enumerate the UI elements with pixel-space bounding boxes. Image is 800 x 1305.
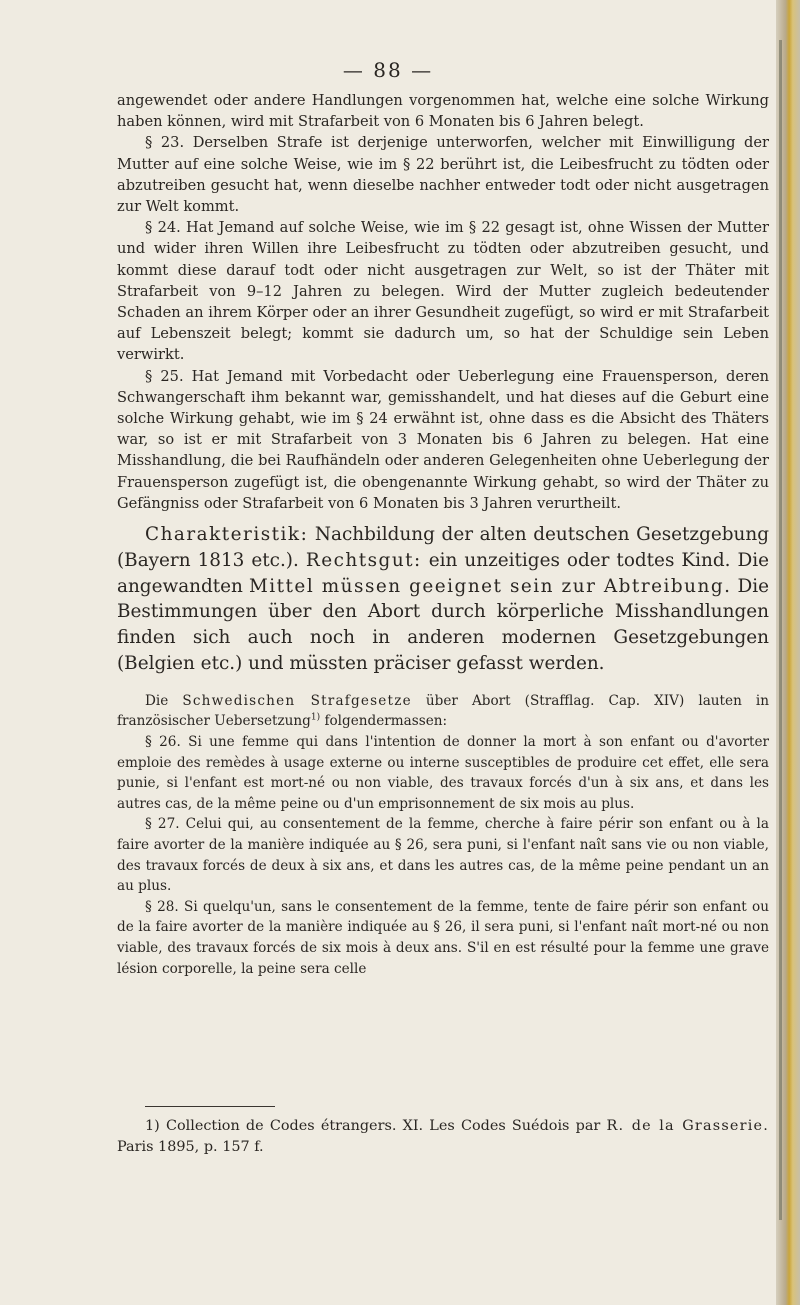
heading-label-rechtsgut: Rechtsgut: <box>305 549 422 571</box>
paragraph-section-23: § 23. Derselben Strafe ist derjenige unterworfen, welcher mit Einwilligung der Mutter auf eine solche Weise, wie im § 22 berührt ist, die Leibesfrucht zu tödten oder abzutreiben gesucht hat, wenn dieselbe nachher entweder todt oder nicht ausgetragen zur Welt kommt. <box>117 134 769 216</box>
heading-text-3: Die Bestimmungen über den Abort durch körperliche Misshandlungen finden sich auch noch in anderen modernen Gesetzgebungen (Belgien etc.) und müssten präciser gefasst werden. <box>117 575 770 675</box>
page-number: — 88 — <box>342 58 434 82</box>
heading-emphasis: Mittel müssen geeignet sein zur Abtreibung. <box>248 575 732 597</box>
paragraph-section-27: § 27. Celui qui, au consentement de la femme, cherche à faire périr son enfant ou à la faire avorter de la manière indiquée au § 26, sera puni, si l'enfant naît sans vie ou non viable, des travaux forcés de deux à six ans, et dans les autres cas, de la même peine pendant un an au plus. <box>117 816 769 895</box>
footnote-citation: 1) Collection de Codes étrangers. XI. Les Codes Suédois par <box>145 1118 607 1134</box>
page-edge-shadow <box>779 40 782 1220</box>
characteristic-heading <box>117 522 769 677</box>
swedish-intro-end: folgendermassen: <box>320 713 448 730</box>
paragraph-section-28: § 28. Si quelqu'un, sans le consentement de la femme, tente de faire périr son enfant ou de la faire avorter de la manière indiquée au § 26, il sera puni, si l'enfant naît mort-né ou non viable, des travaux forcés de six mois à deux ans. S'il en est résulté pour la femme une grave lésion corporelle, la peine sera celle <box>117 898 769 977</box>
swedish-intro-lead: Die <box>145 692 183 709</box>
paragraph-section-26: § 26. Si une femme qui dans l'intention de donner la mort à son enfant ou d'avorter emploie des remèdes à usage externe ou interne susceptibles de produire cet effet, elle sera punie, si l'enfant est mort-né ou non viable, des travaux forcés d'un à six ans, et dans les autres cas, de la même peine ou d'un emprisonnement de six mois au plus. <box>117 734 769 812</box>
paragraph-section-25: § 25. Hat Jemand mit Vorbedacht oder Ueberlegung eine Frauensperson, deren Schwangerschaft ihm bekannt war, gemisshandelt, und hat dieses auf die Geburt eine solche Wirkung gehabt, wie im § 24 erwähnt ist, ohne dass es die Absicht des Thäters war, so ist er mit Strafarbeit von 3 Monaten bis 6 Jahren zu belegen. Hat eine Misshandlung, die bei Raufhändeln oder anderen Gelegenheiten ohne Ueberlegung der Frauensperson zugefügt ist, die obengenannte Wirkung gehabt, so wird der Thäter zu Gefängniss oder Strafarbeit von 6 Monaten bis 3 Jahren verurtheilt. <box>117 367 769 512</box>
footnote-text <box>117 1116 769 1158</box>
heading-label-charakteristik: Charakteristik: <box>145 524 309 546</box>
swedish-intro-rest: über Abort (Strafflag. Cap. XIV) lauten in französischer Uebersetzung <box>117 692 769 730</box>
heading-text-2: ein unzeitiges oder todtes Kind. Die angewandten <box>117 549 769 597</box>
footnote-marker: 1) <box>310 712 321 723</box>
footnote-publication: Paris 1895, p. 157 f. <box>117 1139 264 1155</box>
footnote <box>117 1116 769 1158</box>
swedish-intro <box>117 691 769 732</box>
footnote-divider <box>145 1106 275 1107</box>
heading-text-1: Nachbildung der alten deutschen Gesetzgebung (Bayern 1813 etc.). <box>117 524 769 571</box>
main-text <box>117 90 769 979</box>
swedish-intro-spaced: Schwedischen Strafgesetze <box>182 692 412 709</box>
paragraph-section-24: § 24. Hat Jemand auf solche Weise, wie im § 22 gesagt ist, ohne Wissen der Mutter und wider ihren Willen ihre Leibesfrucht zu tödten oder abzutreiben gesucht, und kommt diese darauf todt oder nicht ausgetragen zur Welt, so ist der Thäter mit Strafarbeit von 9–12 Jahren zu belegen. Wird der Mutter zugleich bedeutender Schaden an ihrem Körper oder an ihrer Gesundheit zugefügt, so wird er mit Strafarbeit auf Lebenszeit belegt; kommt sie dadurch um, so hat der Schuldige sein Leben verwirkt. <box>117 219 769 364</box>
paragraph-continued: angewendet oder andere Handlungen vorgenommen hat, welche eine solche Wirkung haben können, wird mit Strafarbeit von 6 Monaten bis 6 Jahren belegt. <box>117 92 769 131</box>
footnote-author: R. de la Grasserie. <box>606 1118 770 1134</box>
